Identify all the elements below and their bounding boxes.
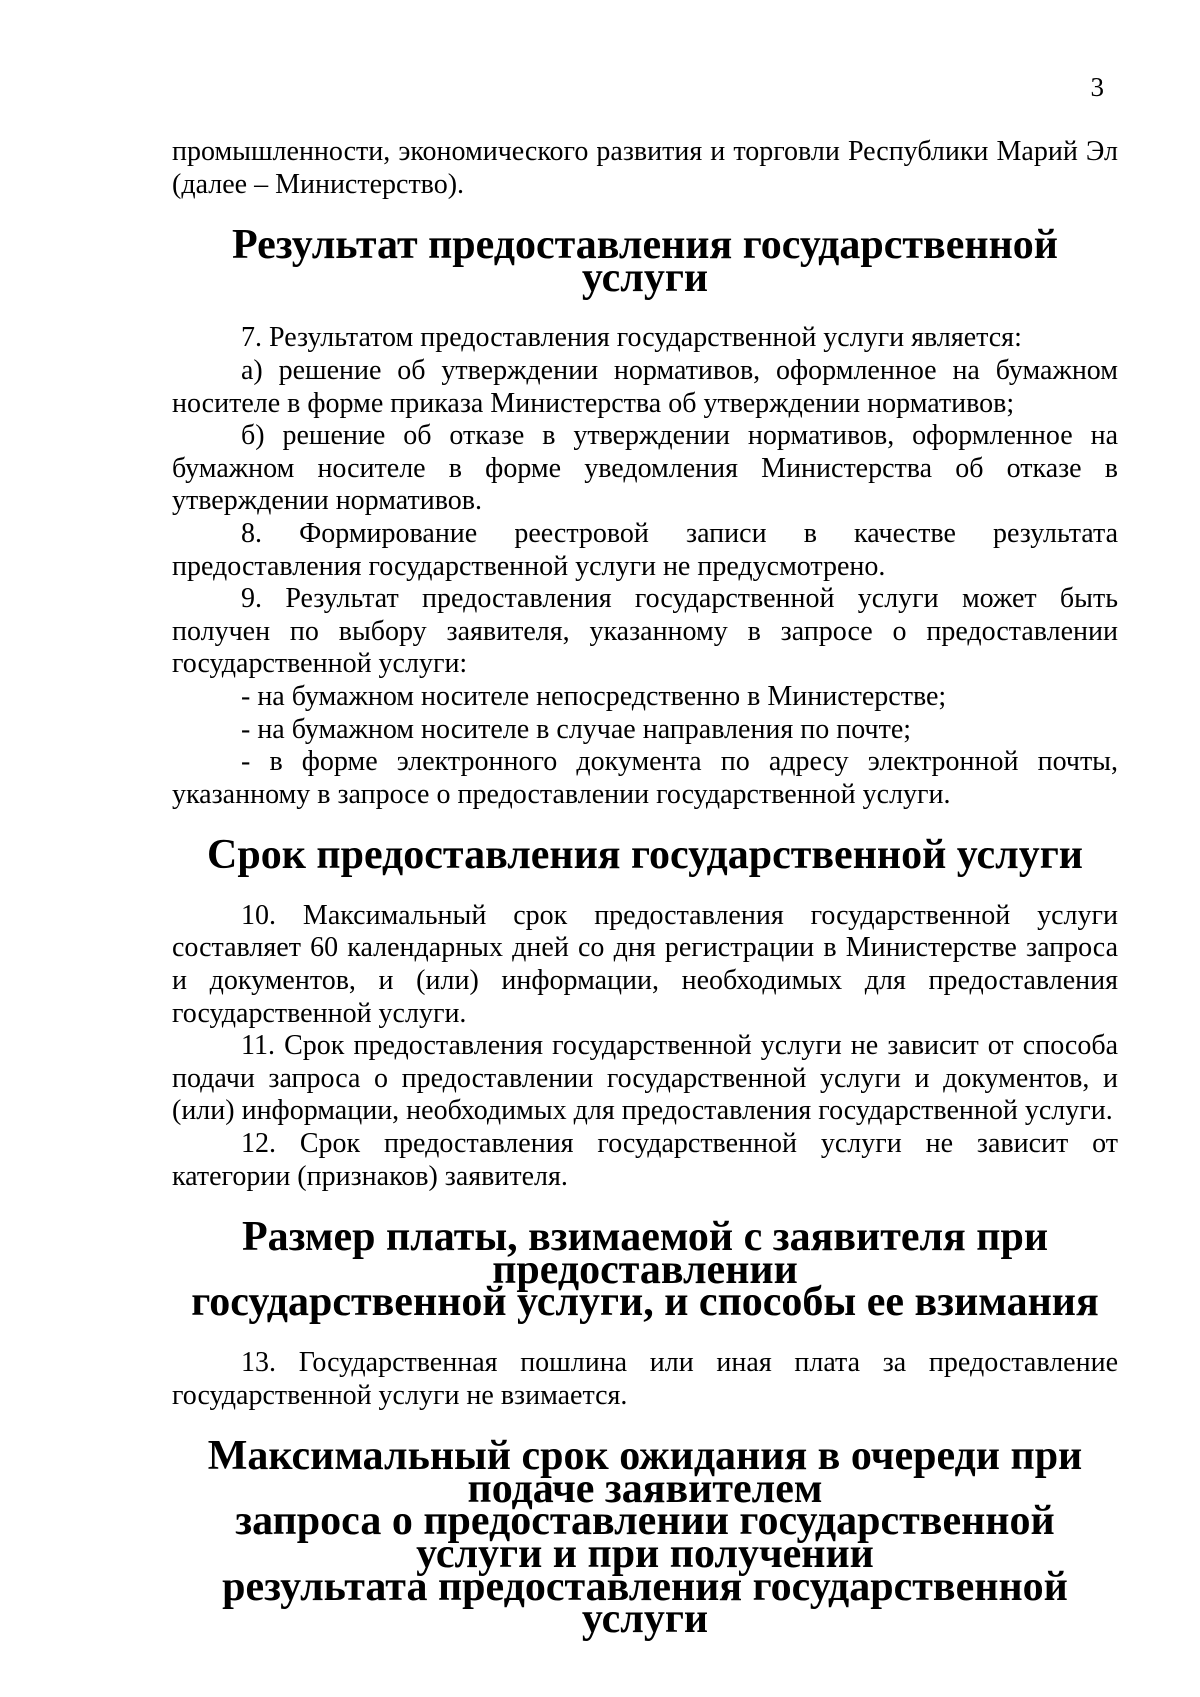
paragraph-8: 8. Формирование реестровой записи в качестве результата предоставления государственной услуги не предусмотрено. <box>172 517 1118 582</box>
heading-term: Срок предоставления государственной услуги <box>207 832 1083 879</box>
page-number: 3 <box>1090 72 1104 102</box>
heading-fee <box>172 1214 1118 1326</box>
paragraph-7b: б) решение об отказе в утверждении нормативов, оформленное на бумажном носителе в форме уведомления Министерства об отказе в утверждении нормативов. <box>172 420 1118 517</box>
heading-queue-line-2: запроса о предоставлении государственной услуги и при получении <box>235 1498 1055 1577</box>
heading-queue <box>172 1433 1118 1643</box>
heading-fee-line-1: Размер платы, взимаемой с заявителя при предоставлении <box>241 1214 1049 1293</box>
paragraph-9: 9. Результат предоставления государственной услуги может быть получен по выбору заявителя, указанному в запросе о предоставлении государственной услуги: <box>172 583 1118 680</box>
paragraph-12: 12. Срок предоставления государственной услуги не зависит от категории (признаков) заявителя. <box>172 1128 1118 1192</box>
intro-paragraph: промышленности, экономического развития и торговли Республики Марий Эл (далее – Министерство). <box>172 136 1118 200</box>
paragraph-10: 10. Максимальный срок предоставления государственной услуги составляет 60 календарных дней со дня регистрации в Министерстве запроса и документов, и (или) информации, необходимых для предоставления государственной услуги. <box>172 899 1118 1029</box>
paragraph-11: 11. Срок предоставления государственной услуги не зависит от способа подачи запроса о предоставлении государственной услуги и документов, и (или) информации, необходимых для предоставления государственной услуги. <box>172 1030 1118 1127</box>
heading-result: Результат предоставления государственной услуги <box>232 222 1058 301</box>
paragraph-13: 13. Государственная пошлина или иная плата за предоставление государственной услуги не взимается. <box>172 1347 1118 1411</box>
document-body <box>172 136 1118 1643</box>
list-item-electronic: - в форме электронного документа по адресу электронной почты, указанному в запросе о предоставлении государственной услуги. <box>172 746 1118 810</box>
list-item-paper-post: - на бумажном носителе в случае направления по почте; <box>241 713 912 745</box>
paragraph-7: 7. Результатом предоставления государственной услуги является: <box>241 322 1022 354</box>
paragraph-7a: а) решение об утверждении нормативов, оформленное на бумажном носителе в форме приказа Министерства об утверждении нормативов; <box>172 354 1118 419</box>
heading-queue-line-3: результата предоставления государственной услуги <box>222 1563 1068 1643</box>
heading-fee-line-2: государственной услуги, и способы ее взимания <box>191 1279 1099 1326</box>
list-item-paper-ministry: - на бумажном носителе непосредственно в Министерстве; <box>241 680 947 712</box>
heading-queue-line-1: Максимальный срок ожидания в очереди при подаче заявителем <box>207 1433 1083 1512</box>
